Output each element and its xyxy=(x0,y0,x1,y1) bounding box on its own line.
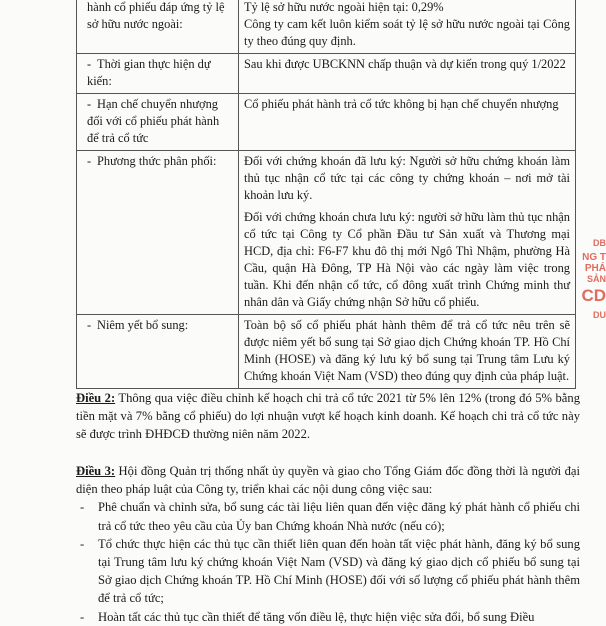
row-content: Cổ phiếu phát hành trả cổ tức không bị hạn chế chuyển nhượng xyxy=(239,94,576,151)
table-row xyxy=(77,94,576,151)
article-2-heading: Điều 2: xyxy=(76,391,116,405)
article-3-intro xyxy=(76,462,580,498)
row-content: Đối với chứng khoán đã lưu ký: Người sở hữu chứng khoán làm thủ tục nhận cổ tức tại các công ty chứng khoán – nơi mở tài khoản lưu ký. Đối với chứng khoán chưa lưu ký: người sở hữu làm thủ tục nhận cổ tức tại Công ty Cổ phần Đầu tư Sản xuất và Thương mại HCD, địa chỉ: F6-F7 khu đô thị mới Ngô Thì Nhậm, phường Hà Cầu, quận Hà Đông, TP Hà Nội vào các ngày làm việc trong tuần. Khi đến nhận cổ tức, cổ đông xuất trình Chứng minh thư nhân dân và Giấy chứng nhận Sở hữu cổ phiếu. xyxy=(239,151,576,315)
row-label: - Niêm yết bổ sung: xyxy=(77,315,239,389)
list-item: - Hoàn tất các thủ tục cần thiết để tăng vốn điều lệ, thực hiện việc sửa đổi, bổ sung Điều xyxy=(80,609,535,624)
row-content: Toàn bộ số cổ phiếu phát hành thêm để trả cổ tức nêu trên sẽ được niêm yết bổ sung tại Sở giao dịch Chứng khoán TP. Hồ Chí Minh (HOSE) và đăng ký lưu ký bổ sung tại Trung tâm Lưu ký Chứng khoán Việt Nam (VSD) theo đúng quy định của pháp luật. xyxy=(239,315,576,389)
list-item: - Phê chuẩn và chỉnh sửa, bổ sung các tài liệu liên quan đến việc đăng ký phát hành cổ phiếu chi trả cổ tức theo yêu cầu của Ủy ban Chứng khoán Nhà nước (nếu có); xyxy=(80,500,580,533)
table-row xyxy=(77,315,576,389)
row-label: - Hạn chế chuyển nhượng đối với cổ phiếu phát hành để trả cổ tức xyxy=(77,94,239,151)
article-3-text: Hội đồng Quản trị thống nhất ủy quyền và giao cho Tổng Giám đốc đồng thời là người đại diện theo pháp luật của Công ty, triển khai các nội dung công việc sau: xyxy=(76,464,580,497)
row-label: - Thời gian thực hiện dự kiến: xyxy=(77,54,239,94)
row-content: Tỷ lệ sở hữu nước ngoài hiện tại: 0,29% Công ty cam kết luôn kiểm soát tỷ lệ sở hữu nước ngoài tại Công ty theo đúng quy định. xyxy=(239,0,576,54)
row-label: - Phương thức phân phối: xyxy=(77,151,239,315)
article-3-list xyxy=(76,498,580,625)
table-row xyxy=(77,54,576,94)
company-seal-stamp: DB NG T PHÁ SẢN CD DU xyxy=(581,238,606,320)
table-row xyxy=(77,0,576,54)
article-3-heading: Điều 3: xyxy=(76,464,116,478)
article-3 xyxy=(76,462,580,626)
row-label: hành cổ phiếu đáp ứng tỷ lệ sở hữu nước ngoài: xyxy=(77,0,239,54)
table-row xyxy=(77,151,576,315)
issuance-info-table xyxy=(76,0,576,389)
article-2-text: Thông qua việc điều chỉnh kế hoạch chi trả cổ tức 2021 từ 5% lên 12% (trong đó 5% bằng tiền mặt và 7% bằng cổ phiếu) do lợi nhuận vượt kế hoạch kinh doanh. Kế hoạch chi trả cổ tức này sẽ được trình ĐHĐCĐ thường niên năm 2022. xyxy=(76,391,580,442)
article-2 xyxy=(76,389,580,444)
row-content: Sau khi được UBCKNN chấp thuận và dự kiến trong quý 1/2022 xyxy=(239,54,576,94)
list-item: - Tổ chức thực hiện các thủ tục cần thiết liên quan đến hoàn tất việc phát hành, đăng ký bổ sung tại Trung tâm lưu ký chứng khoán Việt Nam (VSD) và đăng ký giao dịch cổ phiếu bổ sung tại Sở giao dịch Chứng khoán TP. Hồ Chí Minh (HOSE) đối với số lượng cổ phiếu phát hành thêm để trả cổ tức; xyxy=(80,536,580,606)
